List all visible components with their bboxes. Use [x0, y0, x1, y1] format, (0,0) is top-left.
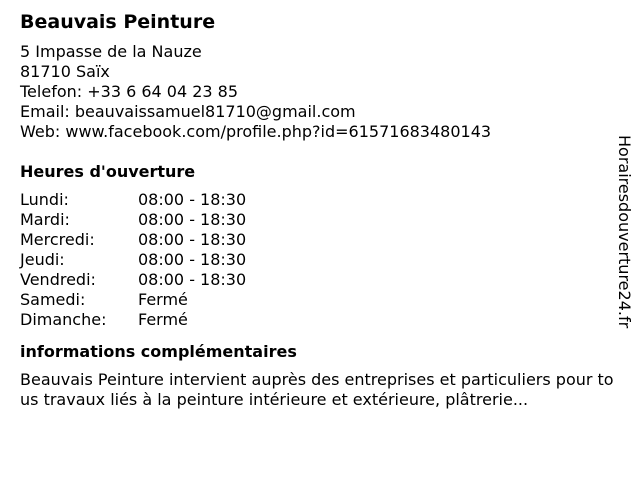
day-label: Samedi:: [20, 290, 86, 309]
day-label: Lundi:: [20, 190, 69, 209]
hours-row: [20, 310, 246, 330]
day-hours: 08:00 - 18:30: [138, 230, 247, 249]
hours-row: [20, 190, 246, 210]
business-card: [20, 10, 614, 410]
info-heading: informations complémentaires: [20, 342, 297, 361]
email-line: Email: beauvaissamuel81710@gmail.com: [20, 102, 356, 121]
day-label: Mardi:: [20, 210, 70, 229]
day-label: Vendredi:: [20, 270, 96, 289]
hours-row: [20, 250, 246, 270]
day-hours: 08:00 - 18:30: [138, 250, 247, 269]
city-address: 81710 Saïx: [20, 62, 110, 81]
hours-heading: Heures d'ouverture: [20, 162, 196, 181]
hours-row: [20, 210, 246, 230]
web-line: Web: www.facebook.com/profile.php?id=61571683480143: [20, 122, 492, 141]
hours-row: [20, 270, 246, 290]
street-address: 5 Impasse de la Nauze: [20, 42, 202, 61]
contact-block: [20, 42, 600, 142]
info-description: Beauvais Peinture intervient auprès des entreprises et particuliers pour tous travaux liés à la peinture intérieure et extérieure, plâtrerie...: [20, 370, 614, 409]
day-hours: Fermé: [138, 310, 188, 329]
day-hours: 08:00 - 18:30: [138, 210, 247, 229]
day-hours: 08:00 - 18:30: [138, 270, 247, 289]
hours-row: [20, 230, 246, 250]
day-hours: 08:00 - 18:30: [138, 190, 247, 209]
hours-row: [20, 290, 246, 310]
business-name: Beauvais Peinture: [20, 11, 216, 33]
site-watermark: Horairesdouverture24.fr: [615, 135, 634, 329]
day-label: Jeudi:: [20, 250, 65, 269]
hours-table: [20, 190, 246, 330]
day-hours: Fermé: [138, 290, 188, 309]
day-label: Dimanche:: [20, 310, 107, 329]
phone-line: Telefon: +33 6 64 04 23 85: [20, 82, 239, 101]
day-label: Mercredi:: [20, 230, 95, 249]
